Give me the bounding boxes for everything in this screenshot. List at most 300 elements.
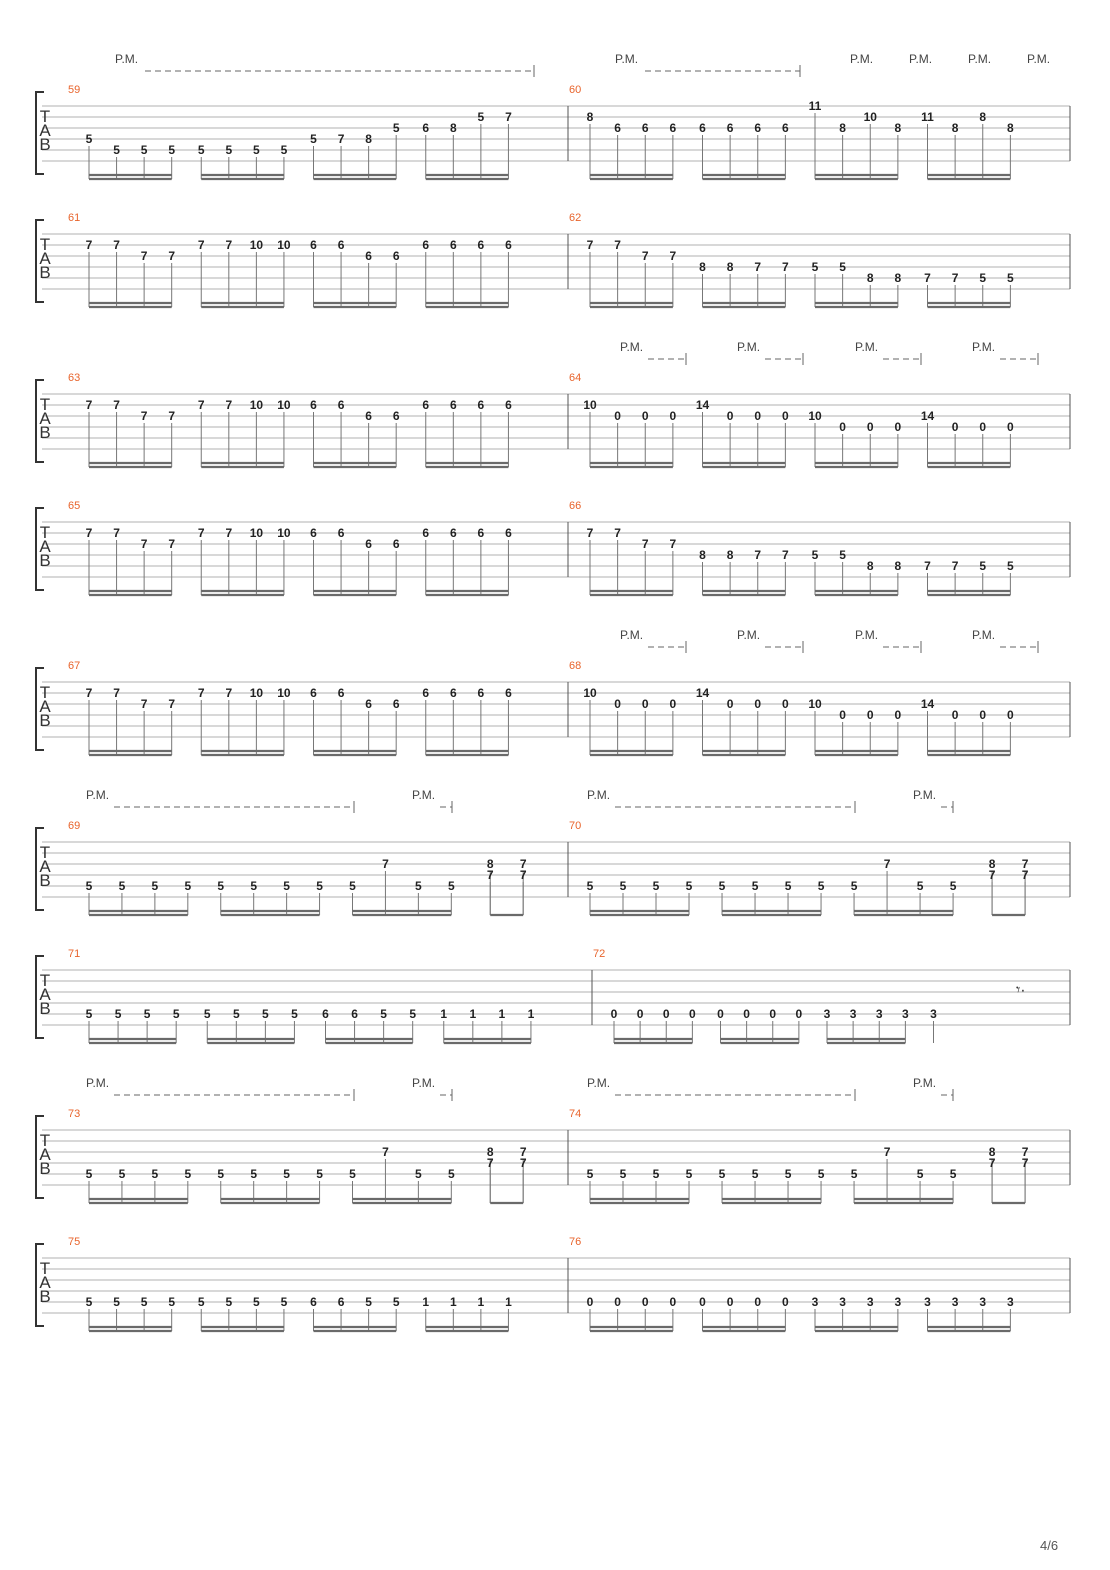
fret-number: 6 xyxy=(392,697,400,711)
fret-number: 3 xyxy=(924,1295,931,1309)
fret-number: 5 xyxy=(949,879,957,893)
fret-number: 7 xyxy=(113,238,120,252)
palm-mute-label: P.M. xyxy=(620,340,644,354)
fret-number: 7 xyxy=(951,559,959,573)
tab-clef-letter: T xyxy=(39,107,51,126)
fret-number: 5 xyxy=(685,879,693,893)
fret-number: 5 xyxy=(949,1167,957,1181)
fret-number: 5 xyxy=(409,1007,417,1021)
palm-mute-label: P.M. xyxy=(737,340,761,354)
fret-number: 6 xyxy=(422,686,430,700)
fret-number: 7 xyxy=(382,1145,389,1159)
fret-number: 0 xyxy=(717,1007,724,1021)
measure-number: 76 xyxy=(569,1236,582,1248)
palm-mute-label: P.M. xyxy=(86,788,110,802)
fret-number: 5 xyxy=(250,879,258,893)
fret-number: 6 xyxy=(365,537,372,551)
fret-number: 14 xyxy=(920,697,935,711)
fret-number: 5 xyxy=(1007,559,1014,573)
palm-mute-label: P.M. xyxy=(972,340,996,354)
fret-number: 7 xyxy=(586,526,594,540)
palm-mute-label: P.M. xyxy=(850,52,874,66)
tab-clef-letter: B xyxy=(39,1159,51,1178)
fret-number: 7 xyxy=(519,1156,527,1170)
fret-number: 6 xyxy=(449,526,457,540)
fret-number: 5 xyxy=(184,879,192,893)
fret-number: 0 xyxy=(610,1007,618,1021)
fret-number: 8 xyxy=(586,110,594,124)
fret-number: 6 xyxy=(505,686,512,700)
fret-number: 8 xyxy=(894,121,902,135)
fret-number: 5 xyxy=(685,1167,693,1181)
fret-number: 7 xyxy=(113,686,120,700)
fret-number: 8 xyxy=(988,857,996,871)
fret-number: 6 xyxy=(310,238,317,252)
fret-number: 5 xyxy=(751,879,759,893)
fret-number: 3 xyxy=(866,1295,874,1309)
fret-number: 5 xyxy=(316,1167,323,1181)
fret-number: 10 xyxy=(808,409,822,423)
fret-number: 8 xyxy=(839,121,846,135)
fret-number: 0 xyxy=(614,1295,621,1309)
fret-number: 5 xyxy=(310,132,317,146)
fret-number: 8 xyxy=(1007,121,1014,135)
fret-number: 5 xyxy=(811,260,819,274)
fret-number: 10 xyxy=(249,686,264,700)
fret-number: 7 xyxy=(782,260,789,274)
fret-number: 5 xyxy=(718,879,726,893)
fret-number: 5 xyxy=(817,879,825,893)
fret-number: 6 xyxy=(310,686,317,700)
tab-clef-letter: B xyxy=(39,135,51,154)
fret-number: 6 xyxy=(337,686,345,700)
fret-number: 10 xyxy=(277,238,291,252)
fret-number: 6 xyxy=(337,1295,345,1309)
fret-number: 8 xyxy=(699,548,706,562)
measure-number: 63 xyxy=(68,372,81,384)
fret-number: 5 xyxy=(140,143,148,157)
fret-number: 0 xyxy=(669,1295,677,1309)
fret-number: 5 xyxy=(817,1167,825,1181)
fret-number: 5 xyxy=(619,879,627,893)
fret-number: 5 xyxy=(197,143,205,157)
fret-number: 7 xyxy=(924,271,931,285)
tab-clef-letter: A xyxy=(39,537,51,556)
tab-clef-letter: A xyxy=(39,1145,51,1164)
fret-number: 5 xyxy=(85,132,93,146)
fret-number: 5 xyxy=(415,1167,422,1181)
fret-number: 6 xyxy=(754,121,762,135)
fret-number: 6 xyxy=(669,121,677,135)
fret-number: 1 xyxy=(449,1295,457,1309)
fret-number: 7 xyxy=(951,271,959,285)
fret-number: 7 xyxy=(754,260,762,274)
fret-number: 6 xyxy=(337,526,345,540)
fret-number: 5 xyxy=(718,1167,726,1181)
tab-clef-letter: T xyxy=(39,1259,51,1278)
fret-number: 3 xyxy=(979,1295,987,1309)
fret-number: 0 xyxy=(894,420,902,434)
fret-number: 3 xyxy=(930,1007,937,1021)
fret-number: 7 xyxy=(519,857,527,871)
fret-number: 0 xyxy=(669,409,677,423)
tab-clef-letter: T xyxy=(39,235,51,254)
tab-clef-letter: A xyxy=(39,409,51,428)
fret-number: 6 xyxy=(726,121,734,135)
fret-number: 7 xyxy=(669,537,677,551)
fret-number: 8 xyxy=(726,260,734,274)
fret-number: 6 xyxy=(392,409,400,423)
fret-number: 0 xyxy=(754,697,762,711)
fret-number: 5 xyxy=(415,879,422,893)
tab-clef-letter: T xyxy=(39,1131,51,1150)
fret-number: 7 xyxy=(225,686,233,700)
fret-number: 10 xyxy=(583,686,597,700)
fret-number: 0 xyxy=(662,1007,670,1021)
measure-number: 62 xyxy=(569,212,582,224)
fret-number: 0 xyxy=(641,697,649,711)
fret-number: 1 xyxy=(469,1007,477,1021)
measure-number: 65 xyxy=(68,500,81,512)
fret-number: 5 xyxy=(85,1167,93,1181)
fret-number: 5 xyxy=(280,1295,288,1309)
tab-clef-letter: A xyxy=(39,985,51,1004)
fret-number: 0 xyxy=(795,1007,803,1021)
fret-number: 10 xyxy=(583,398,597,412)
fret-number: 6 xyxy=(614,121,621,135)
fret-number: 0 xyxy=(754,409,762,423)
fret-number: 14 xyxy=(695,686,710,700)
fret-number: 5 xyxy=(262,1007,269,1021)
fret-number: 7 xyxy=(1021,1156,1029,1170)
fret-number: 0 xyxy=(782,697,789,711)
fret-number: 5 xyxy=(113,1295,120,1309)
fret-number: 6 xyxy=(449,398,457,412)
fret-number: 5 xyxy=(916,1167,924,1181)
fret-number: 0 xyxy=(1007,420,1014,434)
fret-number: 6 xyxy=(422,526,430,540)
fret-number: 5 xyxy=(118,879,126,893)
fret-number: 7 xyxy=(197,398,205,412)
fret-number: 5 xyxy=(253,1295,260,1309)
fret-number: 5 xyxy=(447,1167,455,1181)
fret-number: 0 xyxy=(979,420,987,434)
tab-clef-letter: T xyxy=(39,843,51,862)
fret-number: 3 xyxy=(811,1295,819,1309)
fret-number: 7 xyxy=(197,686,205,700)
fret-number: 5 xyxy=(225,1295,233,1309)
fret-number: 10 xyxy=(277,398,291,412)
fret-number: 5 xyxy=(168,143,176,157)
fret-number: 8 xyxy=(951,121,959,135)
fret-number: 6 xyxy=(337,398,345,412)
fret-number: 8 xyxy=(894,559,902,573)
fret-number: 8 xyxy=(486,857,494,871)
fret-number: 5 xyxy=(316,879,323,893)
fret-number: 7 xyxy=(85,686,93,700)
fret-number: 3 xyxy=(849,1007,857,1021)
fret-number: 3 xyxy=(875,1007,883,1021)
fret-number: 10 xyxy=(808,697,822,711)
fret-number: 5 xyxy=(349,879,356,893)
fret-number: 6 xyxy=(310,398,317,412)
fret-number: 7 xyxy=(140,697,148,711)
measure-number: 75 xyxy=(68,1236,81,1248)
fret-number: 5 xyxy=(784,1167,792,1181)
fret-number: 7 xyxy=(614,238,621,252)
fret-number: 6 xyxy=(641,121,649,135)
fret-number: 5 xyxy=(151,1167,159,1181)
palm-mute-label: P.M. xyxy=(972,628,996,642)
fret-number: 5 xyxy=(979,559,987,573)
fret-number: 7 xyxy=(168,409,176,423)
fret-number: 0 xyxy=(726,697,734,711)
fret-number: 5 xyxy=(392,1295,400,1309)
fret-number: 6 xyxy=(365,409,372,423)
fret-number: 10 xyxy=(249,398,264,412)
fret-number: 6 xyxy=(477,686,485,700)
fret-number: 5 xyxy=(652,879,660,893)
fret-number: 7 xyxy=(140,249,148,263)
fret-number: 5 xyxy=(197,1295,205,1309)
fret-number: 14 xyxy=(920,409,935,423)
fret-number: 0 xyxy=(1007,708,1014,722)
fret-number: 7 xyxy=(113,398,120,412)
fret-number: 5 xyxy=(652,1167,660,1181)
tab-clef-letter: A xyxy=(39,697,51,716)
fret-number: 0 xyxy=(754,1295,762,1309)
tab-clef-letter: A xyxy=(39,121,51,140)
fret-number: 7 xyxy=(924,559,931,573)
fret-number: 1 xyxy=(477,1295,485,1309)
fret-number: 0 xyxy=(586,1295,594,1309)
fret-number: 7 xyxy=(225,398,233,412)
measure-number: 59 xyxy=(68,84,81,96)
fret-number: 7 xyxy=(113,526,120,540)
fret-number: 3 xyxy=(951,1295,959,1309)
fret-number: 7 xyxy=(225,238,233,252)
fret-number: 0 xyxy=(769,1007,777,1021)
palm-mute-label: P.M. xyxy=(86,1076,110,1090)
fret-number: 7 xyxy=(168,697,176,711)
palm-mute-label: P.M. xyxy=(615,52,639,66)
fret-number: 5 xyxy=(477,110,485,124)
fret-number: 7 xyxy=(641,537,649,551)
fret-number: 5 xyxy=(140,1295,148,1309)
fret-number: 5 xyxy=(619,1167,627,1181)
tab-clef-letter: B xyxy=(39,999,51,1018)
fret-number: 5 xyxy=(184,1167,192,1181)
fret-number: 7 xyxy=(168,537,176,551)
fret-number: 0 xyxy=(641,1295,649,1309)
fret-number: 5 xyxy=(114,1007,122,1021)
fret-number: 5 xyxy=(85,1295,93,1309)
fret-number: 3 xyxy=(839,1295,846,1309)
fret-number: 5 xyxy=(203,1007,211,1021)
fret-number: 5 xyxy=(85,1007,93,1021)
fret-number: 6 xyxy=(477,398,485,412)
fret-number: 5 xyxy=(447,879,455,893)
fret-number: 8 xyxy=(866,559,874,573)
fret-number: 5 xyxy=(168,1295,176,1309)
measure-number: 66 xyxy=(569,500,582,512)
fret-number: 7 xyxy=(197,238,205,252)
fret-number: 0 xyxy=(782,1295,789,1309)
fret-number: 5 xyxy=(916,879,924,893)
fret-number: 8 xyxy=(449,121,457,135)
fret-number: 6 xyxy=(365,697,372,711)
fret-number: 0 xyxy=(894,708,902,722)
palm-mute-label: P.M. xyxy=(412,1076,436,1090)
fret-number: 1 xyxy=(505,1295,512,1309)
fret-number: 5 xyxy=(979,271,987,285)
fret-number: 5 xyxy=(253,143,260,157)
measure-number: 61 xyxy=(68,212,81,224)
fret-number: 7 xyxy=(197,526,205,540)
fret-number: 5 xyxy=(586,879,594,893)
tab-clef-letter: T xyxy=(39,971,51,990)
fret-number: 1 xyxy=(527,1007,535,1021)
fret-number: 0 xyxy=(699,1295,706,1309)
fret-number: 5 xyxy=(839,548,846,562)
tab-clef-letter: T xyxy=(39,523,51,542)
fret-number: 5 xyxy=(225,143,233,157)
fret-number: 5 xyxy=(365,1295,372,1309)
fret-number: 6 xyxy=(310,1295,317,1309)
rest-symbol: 𝄾· xyxy=(1016,982,1026,999)
fret-number: 0 xyxy=(951,420,959,434)
fret-number: 7 xyxy=(382,857,389,871)
fret-number: 0 xyxy=(726,1295,734,1309)
fret-number: 7 xyxy=(168,249,176,263)
fret-number: 7 xyxy=(140,537,148,551)
fret-number: 5 xyxy=(85,879,93,893)
fret-number: 0 xyxy=(951,708,959,722)
fret-number: 0 xyxy=(743,1007,750,1021)
fret-number: 10 xyxy=(249,238,264,252)
page-number: 4/6 xyxy=(1040,1538,1059,1553)
fret-number: 6 xyxy=(392,249,400,263)
fret-number: 7 xyxy=(1021,1145,1029,1159)
fret-number: 5 xyxy=(143,1007,151,1021)
fret-number: 5 xyxy=(784,879,792,893)
palm-mute-label: P.M. xyxy=(855,628,879,642)
fret-number: 7 xyxy=(614,526,621,540)
measure-number: 74 xyxy=(569,1108,582,1120)
measure-number: 64 xyxy=(569,372,582,384)
measure-number: 67 xyxy=(68,660,81,672)
fret-number: 5 xyxy=(283,879,290,893)
fret-number: 0 xyxy=(979,708,987,722)
fret-number: 10 xyxy=(277,526,291,540)
fret-number: 6 xyxy=(422,121,430,135)
tab-clef-letter: B xyxy=(39,711,51,730)
fret-number: 5 xyxy=(151,879,159,893)
fret-number: 5 xyxy=(291,1007,298,1021)
fret-number: 7 xyxy=(782,548,789,562)
fret-number: 5 xyxy=(232,1007,240,1021)
fret-number: 6 xyxy=(351,1007,358,1021)
fret-number: 6 xyxy=(505,238,512,252)
measure-number: 68 xyxy=(569,660,582,672)
fret-number: 0 xyxy=(641,409,649,423)
tab-clef-letter: A xyxy=(39,249,51,268)
fret-number: 7 xyxy=(85,398,93,412)
fret-number: 10 xyxy=(277,686,291,700)
fret-number: 7 xyxy=(519,1145,527,1159)
fret-number: 11 xyxy=(921,110,934,124)
fret-number: 5 xyxy=(380,1007,387,1021)
fret-number: 0 xyxy=(669,697,677,711)
fret-number: 5 xyxy=(113,143,120,157)
measure-number: 73 xyxy=(68,1108,81,1120)
fret-number: 6 xyxy=(422,238,430,252)
tab-clef-letter: B xyxy=(39,1287,51,1306)
measure-number: 70 xyxy=(569,820,582,832)
fret-number: 7 xyxy=(225,526,233,540)
palm-mute-label: P.M. xyxy=(115,52,139,66)
fret-number: 6 xyxy=(505,526,512,540)
fret-number: 6 xyxy=(310,526,317,540)
fret-number: 5 xyxy=(392,121,400,135)
fret-number: 3 xyxy=(823,1007,831,1021)
fret-number: 7 xyxy=(1021,868,1029,882)
fret-number: 6 xyxy=(449,686,457,700)
fret-number: 11 xyxy=(808,99,822,113)
fret-number: 0 xyxy=(614,697,621,711)
palm-mute-label: P.M. xyxy=(737,628,761,642)
fret-number: 7 xyxy=(519,868,527,882)
fret-number: 0 xyxy=(689,1007,696,1021)
fret-number: 7 xyxy=(883,857,891,871)
fret-number: 7 xyxy=(586,238,594,252)
tab-clef-letter: B xyxy=(39,871,51,890)
fret-number: 7 xyxy=(669,249,677,263)
fret-number: 5 xyxy=(349,1167,356,1181)
fret-number: 7 xyxy=(988,1156,996,1170)
fret-number: 6 xyxy=(392,537,400,551)
palm-mute-label: P.M. xyxy=(855,340,879,354)
measure-number: 72 xyxy=(593,948,606,960)
fret-number: 7 xyxy=(486,868,494,882)
fret-number: 6 xyxy=(337,238,345,252)
fret-number: 0 xyxy=(866,420,874,434)
fret-number: 8 xyxy=(365,132,372,146)
palm-mute-label: P.M. xyxy=(909,52,933,66)
fret-number: 0 xyxy=(866,708,874,722)
fret-number: 5 xyxy=(283,1167,290,1181)
fret-number: 8 xyxy=(486,1145,494,1159)
fret-number: 0 xyxy=(614,409,621,423)
tab-clef-letter: T xyxy=(39,683,51,702)
tab-clef-letter: T xyxy=(39,395,51,414)
fret-number: 8 xyxy=(988,1145,996,1159)
fret-number: 0 xyxy=(839,708,846,722)
fret-number: 7 xyxy=(85,238,93,252)
fret-number: 0 xyxy=(782,409,789,423)
fret-number: 8 xyxy=(726,548,734,562)
tab-clef-letter: B xyxy=(39,551,51,570)
fret-number: 8 xyxy=(979,110,987,124)
fret-number: 6 xyxy=(322,1007,329,1021)
fret-number: 5 xyxy=(839,260,846,274)
palm-mute-label: P.M. xyxy=(913,788,937,802)
fret-number: 0 xyxy=(636,1007,644,1021)
fret-number: 7 xyxy=(486,1156,494,1170)
fret-number: 10 xyxy=(863,110,877,124)
fret-number: 1 xyxy=(498,1007,506,1021)
fret-number: 5 xyxy=(1007,271,1014,285)
